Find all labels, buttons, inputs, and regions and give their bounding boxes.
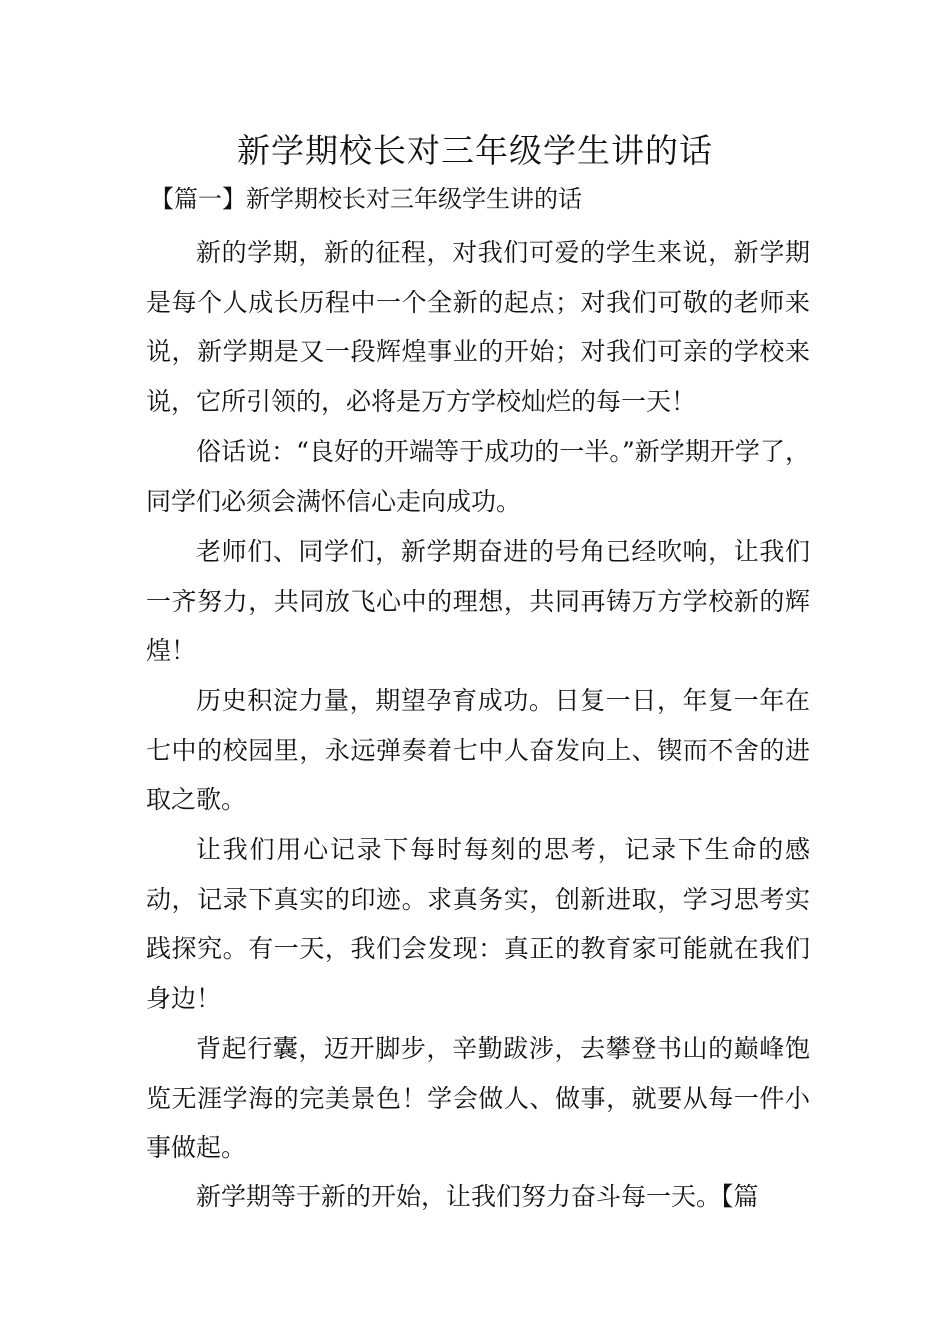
paragraph-3: 老师们、同学们，新学期奋进的号角已经吹响，让我们一齐努力，共同放飞心中的理想，共同再铸万方学校新的辉煌！: [146, 537, 810, 665]
paragraph-2: 俗话说：“良好的开端等于成功的一半。”新学期开学了，同学们必须会满怀信心走向成功。: [146, 437, 810, 516]
document-title: 新学期校长对三年级学生讲的话: [237, 131, 713, 170]
paragraph-5: 让我们用心记录下每时每刻的思考，记录下生命的感动，记录下真实的印迹。求真务实，创新进取，学习思考实践探究。有一天，我们会发现：真正的教育家可能就在我们身边！: [146, 835, 810, 1013]
paragraph-7: 新学期等于新的开始，让我们努力奋斗每一天。【篇: [196, 1182, 759, 1211]
paragraph-1: 新的学期，新的征程，对我们可爱的学生来说，新学期是每个人成长历程中一个全新的起点；对我们可敬的老师来说，新学期是又一段辉煌事业的开始；对我们可亲的学校来说，它所引领的，必将是万方学校灿烂的每一天！: [146, 238, 810, 416]
paragraph-4: 历史积淀力量，期望孕育成功。日复一日，年复一年在七中的校园里，永远弹奏着七中人奋发向上、锲而不舍的进取之歌。: [146, 686, 810, 814]
section-heading: 【篇一】新学期校长对三年级学生讲的话: [150, 185, 582, 213]
paragraph-6: 背起行囊，迈开脚步，辛勤跋涉，去攀登书山的巅峰饱览无涯学海的完美景色！学会做人、做事，就要从每一件小事做起。: [146, 1034, 810, 1162]
